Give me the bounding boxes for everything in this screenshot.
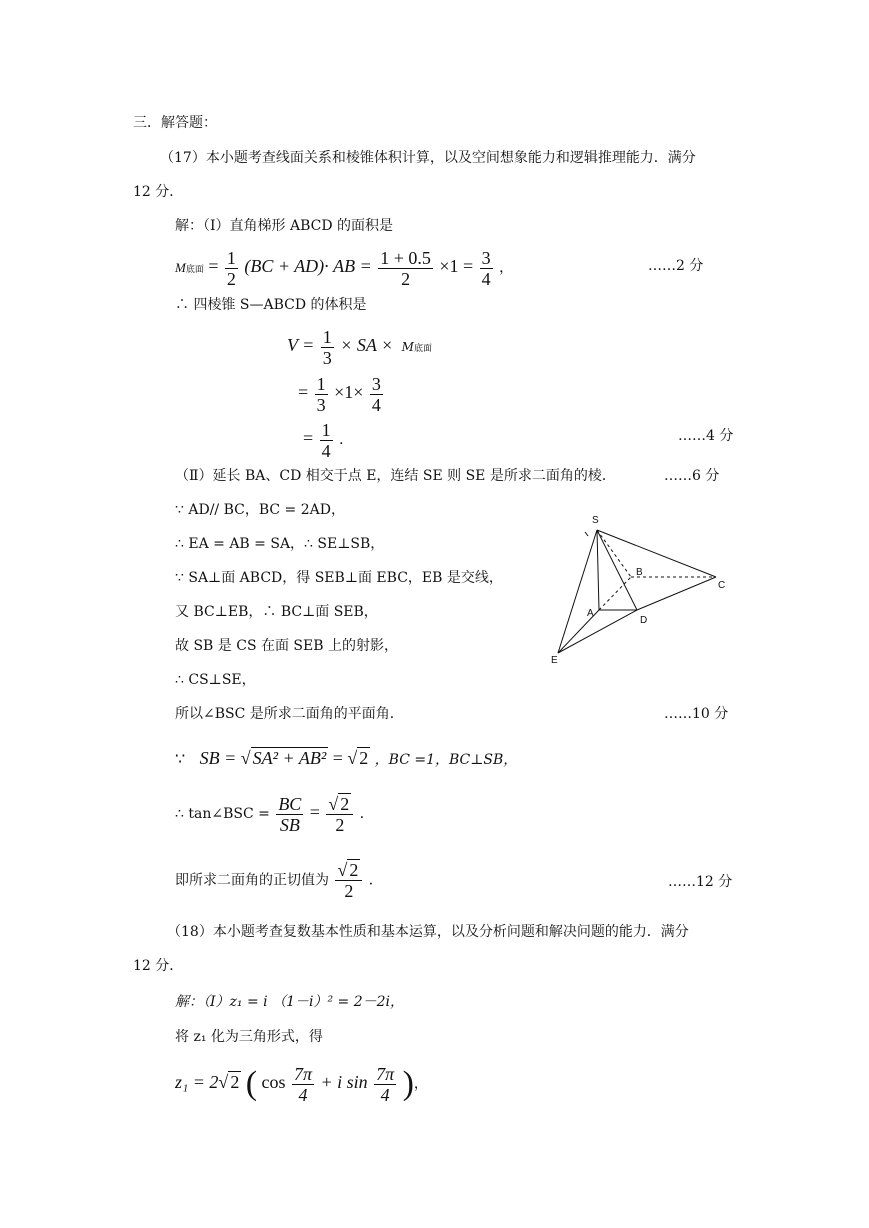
z1-trig-form: z₁ = 2√ 2 ( cos $\frac{7\pi}{4}$ + i sin $\frac{7\pi}{4}$ )， — [175, 1063, 428, 1105]
label-d: D — [640, 615, 648, 626]
q18-intro-cont: 12 分． — [133, 958, 184, 974]
score-2: ……2 分 — [648, 258, 704, 274]
proof-line-2: ∴ EA = AB = SA，∴ SE⊥SB， — [175, 536, 385, 552]
sb-formula: ∵ SB = √ SA² + AB² = √ 2 ，BC =1，BC⊥SB， — [175, 748, 518, 768]
score-4: ……4 分 — [678, 428, 734, 444]
proof-line-1: ∵ AD// BC，BC = 2AD， — [175, 502, 345, 518]
label-a: A — [587, 608, 594, 619]
score-10: ……10 分 — [664, 706, 729, 722]
proof-line-7: 所以∠BSC 是所求二面角的平面角． — [175, 706, 404, 722]
label-b: B — [636, 567, 643, 578]
figure-tick-mark — [585, 532, 588, 536]
volume-intro: ∴ 四棱锥 S—ABCD 的体积是 — [175, 297, 367, 313]
proof-line-5: 故 SB 是 CS 在面 SEB 上的射影， — [175, 638, 398, 654]
figure-solid-edges — [558, 530, 716, 653]
answer-line: 即所求二面角的正切值为 $\frac{√ 2}{2}$ ． — [175, 860, 383, 901]
proof-line-4: 又 BC⊥EB，∴ BC⊥面 SEB， — [175, 604, 378, 620]
proof-line-3: ∵ SA⊥面 ABCD，得 SEB⊥面 EBC，EB 是交线， — [175, 570, 503, 586]
volume-row2: = $\frac{1}{3}$ ×1× $\frac{3}{4}$ — [298, 373, 381, 415]
q17-part1-intro: 解：（Ⅰ）直角梯形 ABCD 的面积是 — [175, 218, 394, 234]
score-6: ……6 分 — [664, 468, 720, 484]
volume-row1: V = $\frac{1}{3}$ × SA × M底面 — [287, 326, 432, 368]
label-s: S — [592, 515, 599, 526]
label-c: C — [718, 580, 726, 591]
area-formula: M底面 = $\frac{1}{2}$ (BC + AD)· AB = $\frac{1 + 0.5}{2}$ ×1 = $\frac{3}{4}$ ， — [175, 247, 514, 289]
q17-part2-intro: （Ⅱ）延长 BA、CD 相交于点 E，连结 SE 则 SE 是所求二面角的棱． — [175, 468, 616, 484]
proof-line-6: ∴ CS⊥SE， — [175, 672, 256, 688]
q18-intro: （18）本小题考查复数基本性质和基本运算，以及分析问题和解决问题的能力．满分 — [167, 924, 689, 940]
q18-part1: 解：（Ⅰ）z₁ = i （1－i）² = 2－2i， — [175, 994, 404, 1010]
label-e: E — [551, 655, 558, 666]
volume-row3: = $\frac{1}{4}$ ． — [303, 419, 354, 461]
score-12: ……12 分 — [668, 874, 733, 890]
q18-line2: 将 z₁ 化为三角形式，得 — [175, 1029, 323, 1045]
q17-intro-cont: 12 分． — [133, 184, 184, 200]
q17-intro: （17）本小题考查线面关系和棱锥体积计算，以及空间想象能力和逻辑推理能力．满分 — [160, 150, 696, 166]
section-title: 三．解答题： — [133, 115, 217, 131]
pyramid-figure — [545, 510, 735, 670]
tan-formula: ∴ tan∠BSC = $\frac{BC}{SB}$ = $\frac{√ 2}{2}$ ． — [175, 793, 374, 835]
